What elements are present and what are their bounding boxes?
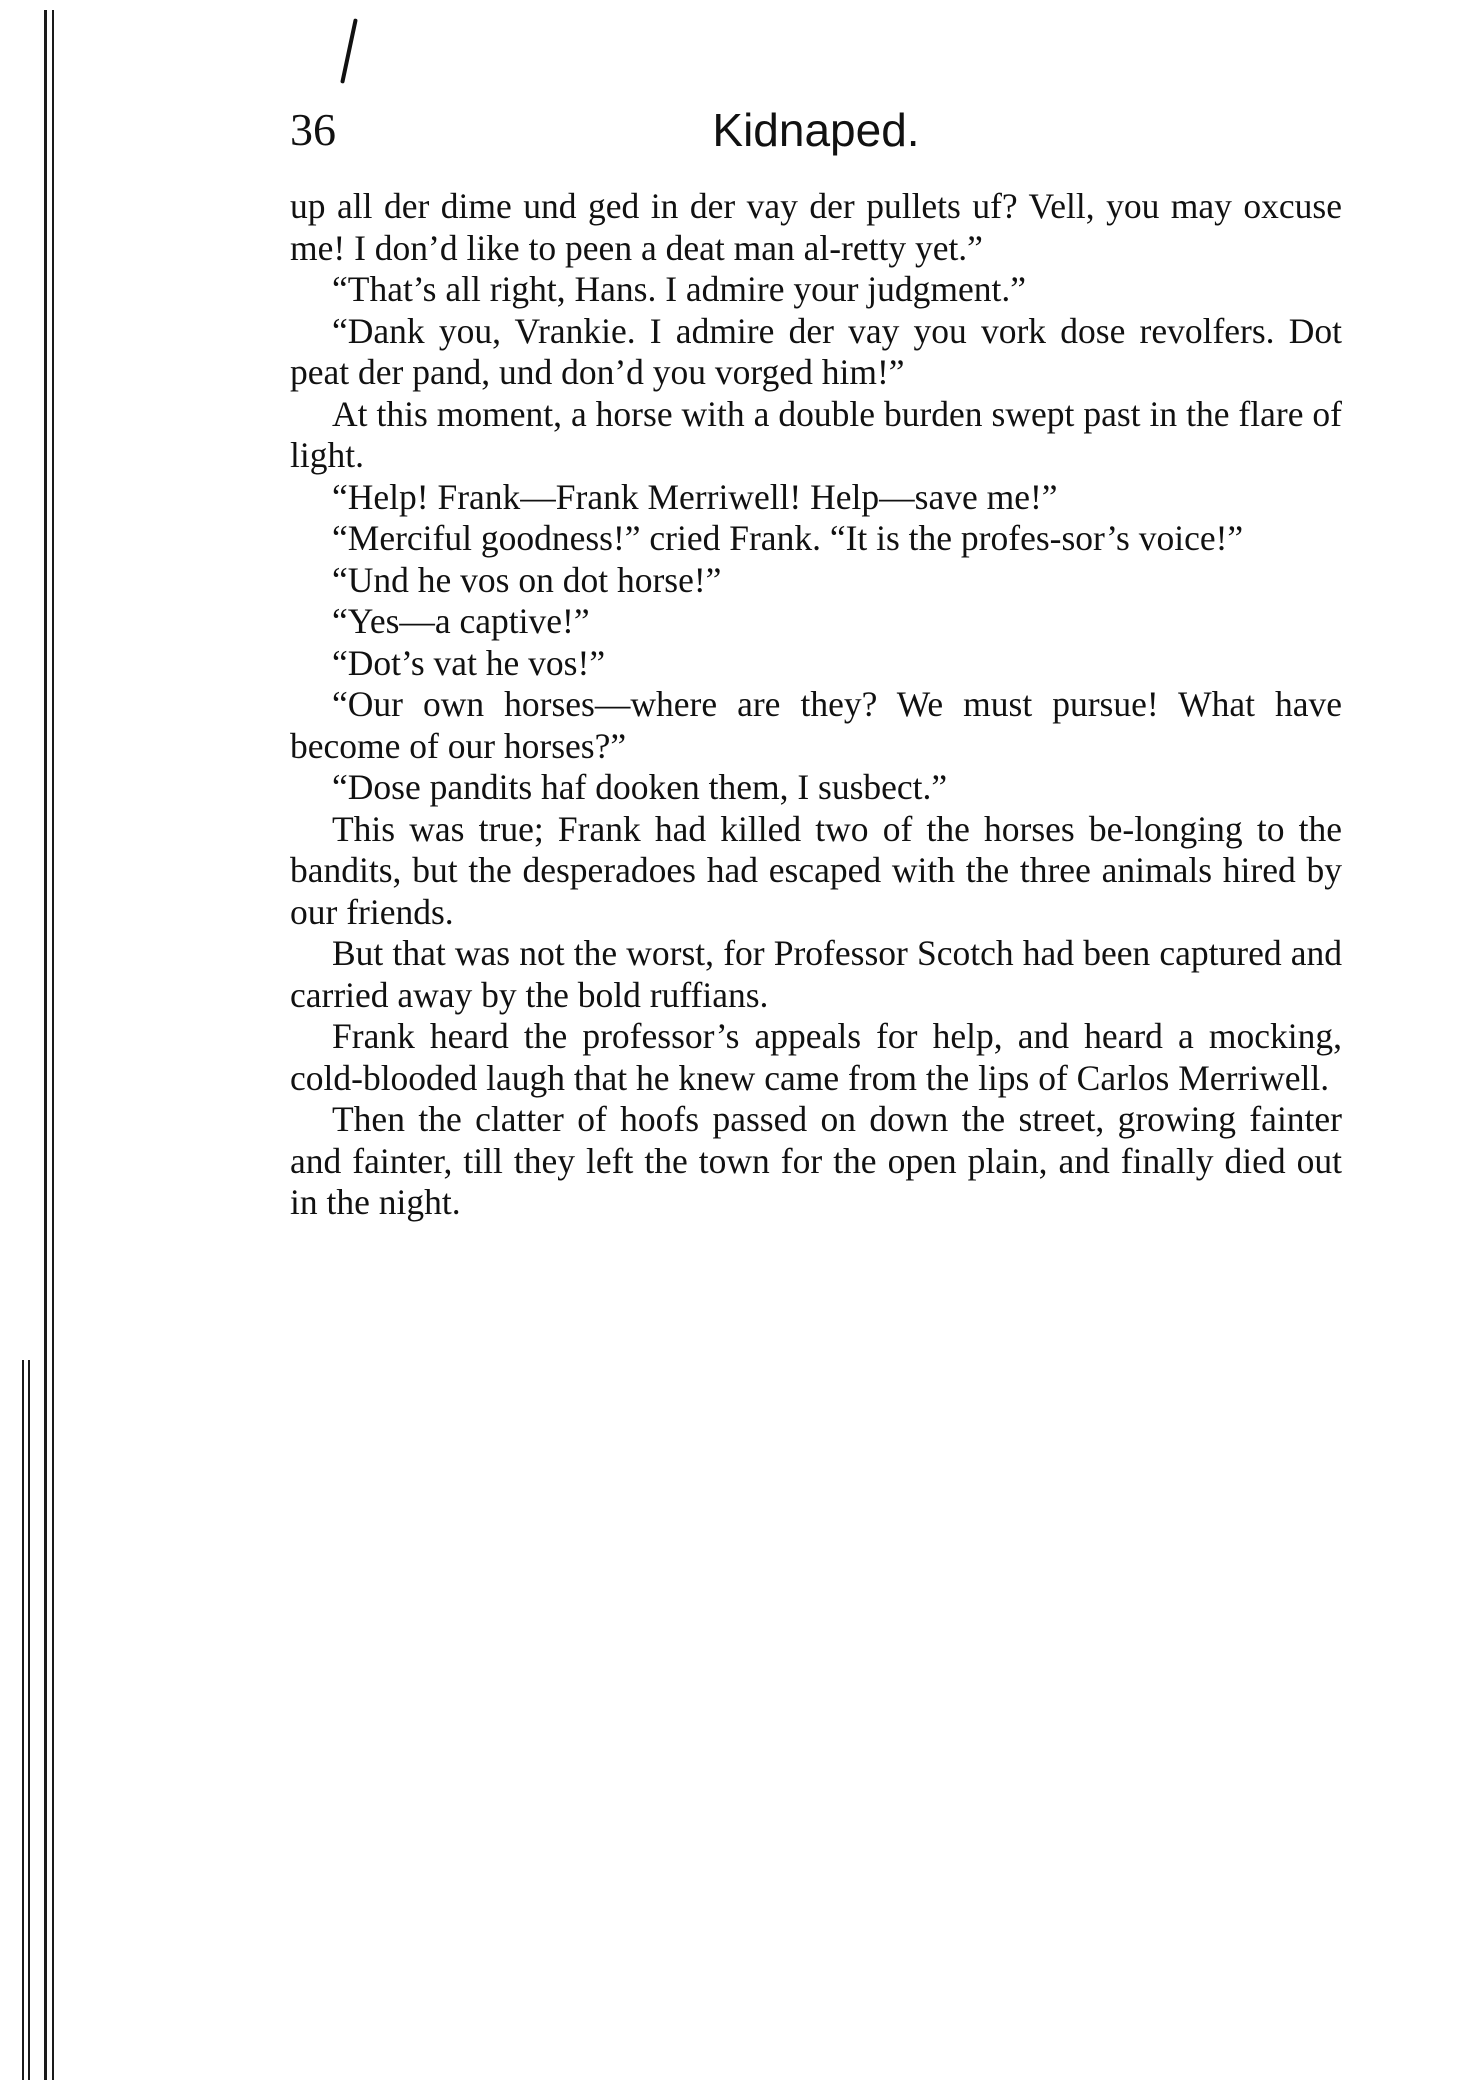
paragraph: Frank heard the professor’s appeals for help, and heard a mocking, cold-blooded laugh that he knew came from the lips of Carlos Merriwell. <box>290 1016 1342 1098</box>
paragraph: But that was not the worst, for Professor Scotch had been captured and carried away by the bold ruffians. <box>290 933 1342 1015</box>
running-title: Kidnaped. <box>712 104 920 156</box>
binding-edge-line <box>28 1360 30 2080</box>
paragraph: At this moment, a horse with a double burden swept past in the flare of light. <box>290 393 1342 475</box>
paragraph: “Dose pandits haf dooken them, I susbect.” <box>332 767 948 807</box>
body-text <box>290 186 1342 1224</box>
paragraph: “Yes—a captive!” <box>332 601 590 641</box>
paragraph: This was true; Frank had killed two of the horses be-longing to the bandits, but the desperadoes had escaped with the three animals hired by our friends. <box>290 808 1342 932</box>
page-header <box>290 100 1342 160</box>
paragraph: “Help! Frank—Frank Merriwell! Help—save me!” <box>332 476 1058 517</box>
paragraph: “Dank you, Vrankie. I admire der vay you vork dose revolfers. Dot peat der pand, und don’d you vorged him!” <box>290 310 1342 392</box>
binding-edge-line <box>22 1360 24 2080</box>
paragraph: up all der dime und ged in der vay der pullets uf? Vell, you may oxcuse me! I don’d like to peen a deat man al-retty yet.” <box>290 186 1342 268</box>
paragraph: “Und he vos on dot horse!” <box>332 559 722 600</box>
paragraph: “That’s all right, Hans. I admire your judgment.” <box>332 269 1027 309</box>
binding-edge-line <box>44 10 47 2080</box>
pencil-mark <box>340 18 358 83</box>
page-number: 36 <box>290 104 336 155</box>
paragraph: “Dot’s vat he vos!” <box>332 642 606 683</box>
paragraph: Then the clatter of hoofs passed on down the street, growing fainter and fainter, till they left the town for the open plain, and finally died out in the night. <box>290 1099 1342 1222</box>
paragraph: “Merciful goodness!” cried Frank. “It is the profes-sor’s voice!” <box>332 518 1244 558</box>
binding-edge-line <box>52 10 54 2080</box>
paragraph: “Our own horses—where are they? We must pursue! What have become of our horses?” <box>290 684 1342 766</box>
